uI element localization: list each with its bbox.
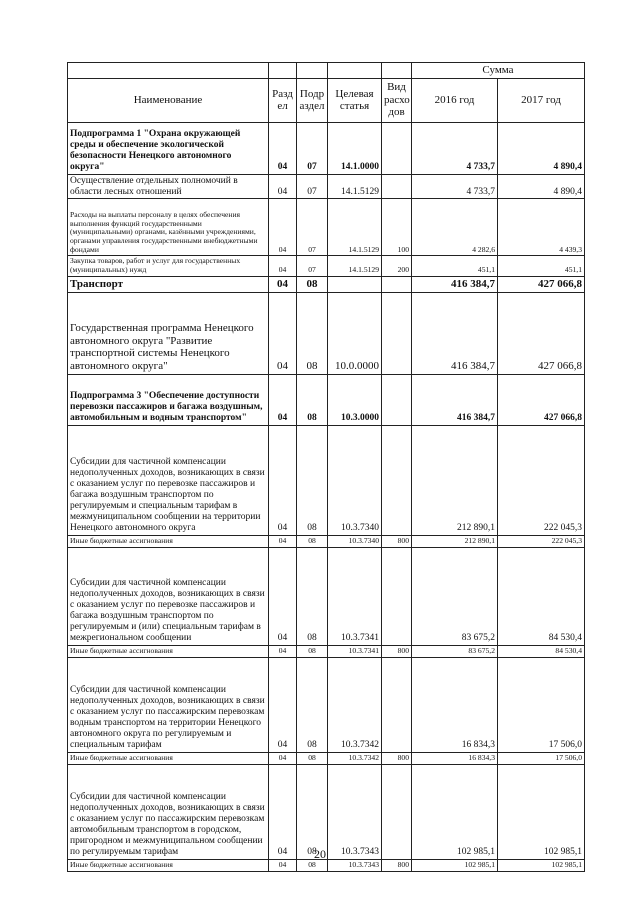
row-vid: 800 — [382, 645, 412, 657]
row-sum-2017: 427 066,8 — [498, 292, 585, 374]
table-row — [68, 535, 585, 547]
row-razdel: 04 — [269, 764, 297, 859]
row-sum-2016: 4 733,7 — [412, 122, 498, 174]
row-name: Закупка товаров, работ и услуг для государственных (муниципальных) нужд — [68, 256, 269, 276]
header-name: Наименование — [68, 78, 269, 122]
row-name: Субсидии для частичной компенсации недополученных доходов, возникающих в связи с оказанием услуг по перевозке пассажиров и багажа воздушным транспортом по регулируемым и (или) специальным тарифам в межрегиональном сообщении — [68, 547, 269, 645]
row-vid — [382, 174, 412, 199]
header-blank — [382, 63, 412, 79]
row-razdel: 04 — [269, 199, 297, 256]
row-razdel: 04 — [269, 174, 297, 199]
row-sum-2017: 17 506,0 — [498, 657, 585, 752]
row-podrazdel: 07 — [297, 256, 328, 276]
row-sum-2016: 16 834,3 — [412, 657, 498, 752]
row-podrazdel: 08 — [297, 752, 328, 764]
row-target: 10.3.7340 — [328, 425, 382, 535]
row-vid: 800 — [382, 859, 412, 871]
row-sum-2016: 4 733,7 — [412, 174, 498, 199]
row-target: 14.1.0000 — [328, 122, 382, 174]
row-name: Субсидии для частичной компенсации недополученных доходов, возникающих в связи с оказанием услуг по пассажирским перевозкам автомобильным транспортом в городском, пригородном и межмуниципальном сообщении по регулируемым тарифам — [68, 764, 269, 859]
row-sum-2016: 416 384,7 — [412, 292, 498, 374]
header-row — [68, 78, 585, 122]
row-podrazdel: 08 — [297, 425, 328, 535]
row-sum-2017: 427 066,8 — [498, 276, 585, 292]
header-blank — [297, 63, 328, 79]
row-podrazdel: 08 — [297, 374, 328, 425]
table-row — [68, 645, 585, 657]
row-podrazdel: 08 — [297, 657, 328, 752]
row-name: Транспорт — [68, 276, 269, 292]
row-name: Субсидии для частичной компенсации недополученных доходов, возникающих в связи с оказанием услуг по перевозке пассажиров и багажа воздушным транспортом по регулируемым и специальным тарифам в межмуниципальном сообщении на территории Ненецкого автономного округа — [68, 425, 269, 535]
row-target: 10.3.7342 — [328, 657, 382, 752]
page-number: 20 — [314, 847, 326, 861]
row-vid: 800 — [382, 535, 412, 547]
row-podrazdel: 08 — [297, 547, 328, 645]
row-sum-2017: 17 506,0 — [498, 752, 585, 764]
row-sum-2017: 451,1 — [498, 256, 585, 276]
row-razdel: 04 — [269, 752, 297, 764]
row-target: 10.3.7343 — [328, 859, 382, 871]
table-row — [68, 256, 585, 276]
row-podrazdel: 08 — [297, 859, 328, 871]
row-target: 10.3.7340 — [328, 535, 382, 547]
row-sum-2016: 416 384,7 — [412, 374, 498, 425]
row-sum-2016: 83 675,2 — [412, 547, 498, 645]
row-podrazdel: 08 — [297, 645, 328, 657]
header-target: Целевая статья — [328, 78, 382, 122]
table-row — [68, 657, 585, 752]
row-sum-2017: 102 985,1 — [498, 764, 585, 859]
row-target: 10.3.7341 — [328, 645, 382, 657]
row-razdel: 04 — [269, 256, 297, 276]
row-sum-2016: 16 834,3 — [412, 752, 498, 764]
row-vid — [382, 276, 412, 292]
row-vid — [382, 657, 412, 752]
row-name: Иные бюджетные ассигнования — [68, 645, 269, 657]
row-razdel: 04 — [269, 425, 297, 535]
row-sum-2016: 102 985,1 — [412, 859, 498, 871]
row-sum-2017: 4 890,4 — [498, 174, 585, 199]
table-row — [68, 292, 585, 374]
row-sum-2016: 416 384,7 — [412, 276, 498, 292]
row-target: 14.1.5129 — [328, 256, 382, 276]
row-sum-2016: 83 675,2 — [412, 645, 498, 657]
row-vid — [382, 764, 412, 859]
row-name: Осуществление отдельных полномочий в области лесных отношений — [68, 174, 269, 199]
row-podrazdel: 08 — [297, 276, 328, 292]
row-vid — [382, 425, 412, 535]
row-sum-2017: 84 530,4 — [498, 645, 585, 657]
row-sum-2017: 84 530,4 — [498, 547, 585, 645]
row-name: Иные бюджетные ассигнования — [68, 859, 269, 871]
row-target: 10.3.7342 — [328, 752, 382, 764]
row-podrazdel: 08 — [297, 764, 328, 859]
row-razdel: 04 — [269, 122, 297, 174]
header-row-sum — [68, 63, 585, 79]
row-name: Подпрограмма 1 "Охрана окружающей среды и обеспечение экологической безопасности Ненецкого автономного округа" — [68, 122, 269, 174]
row-target: 10.0.0000 — [328, 292, 382, 374]
table-row — [68, 547, 585, 645]
row-razdel: 04 — [269, 374, 297, 425]
row-sum-2016: 212 890,1 — [412, 425, 498, 535]
table-row — [68, 764, 585, 859]
header-razdel: Разд ел — [269, 78, 297, 122]
table-row — [68, 752, 585, 764]
row-razdel: 04 — [269, 292, 297, 374]
header-blank — [328, 63, 382, 79]
row-target: 10.3.7343 — [328, 764, 382, 859]
row-name: Иные бюджетные ассигнования — [68, 752, 269, 764]
row-sum-2017: 222 045,3 — [498, 535, 585, 547]
table-row — [68, 174, 585, 199]
row-target: 14.1.5129 — [328, 174, 382, 199]
budget-table — [67, 62, 585, 872]
header-podrazdel: Подр аздел — [297, 78, 328, 122]
row-razdel: 04 — [269, 859, 297, 871]
row-sum-2016: 102 985,1 — [412, 764, 498, 859]
row-name: Субсидии для частичной компенсации недополученных доходов, возникающих в связи с оказанием услуг по пассажирским перевозкам водным транспортом на территории Ненецкого автономного округа по регулируемым и специальным тарифам — [68, 657, 269, 752]
row-vid — [382, 292, 412, 374]
row-name: Государственная программа Ненецкого автономного округа "Развитие транспортной системы Ненецкого автономного округа" — [68, 292, 269, 374]
header-vid: Вид расхо дов — [382, 78, 412, 122]
header-2016: 2016 год — [412, 78, 498, 122]
row-sum-2017: 427 066,8 — [498, 374, 585, 425]
row-sum-2016: 212 890,1 — [412, 535, 498, 547]
header-2017: 2017 год — [498, 78, 585, 122]
row-sum-2017: 4 439,3 — [498, 199, 585, 256]
row-razdel: 04 — [269, 535, 297, 547]
row-razdel: 04 — [269, 276, 297, 292]
row-podrazdel: 07 — [297, 199, 328, 256]
row-sum-2017: 4 890,4 — [498, 122, 585, 174]
table-row — [68, 374, 585, 425]
row-target: 10.3.0000 — [328, 374, 382, 425]
header-blank — [68, 63, 269, 79]
row-name: Иные бюджетные ассигнования — [68, 535, 269, 547]
row-vid — [382, 547, 412, 645]
row-podrazdel: 07 — [297, 122, 328, 174]
row-vid — [382, 374, 412, 425]
table-row — [68, 425, 585, 535]
row-name: Подпрограмма 3 "Обеспечение доступности перевозки пассажиров и багажа воздушным, автомобильным и водным транспортом" — [68, 374, 269, 425]
row-vid — [382, 122, 412, 174]
row-name: Расходы на выплаты персоналу в целях обеспечения выполнения функций государственными (муниципальными) органами, казёнными учреждениями, органами управления государственными внебюджетными фондами — [68, 199, 269, 256]
row-razdel: 04 — [269, 645, 297, 657]
row-podrazdel: 08 — [297, 535, 328, 547]
row-vid: 800 — [382, 752, 412, 764]
row-podrazdel: 07 — [297, 174, 328, 199]
row-razdel: 04 — [269, 657, 297, 752]
row-target — [328, 276, 382, 292]
table-row — [68, 276, 585, 292]
header-blank — [269, 63, 297, 79]
row-sum-2016: 451,1 — [412, 256, 498, 276]
row-sum-2017: 102 985,1 — [498, 859, 585, 871]
header-sum: Сумма — [412, 63, 585, 79]
table-row — [68, 199, 585, 256]
table-row — [68, 122, 585, 174]
row-target: 14.1.5129 — [328, 199, 382, 256]
row-sum-2017: 222 045,3 — [498, 425, 585, 535]
row-sum-2016: 4 282,6 — [412, 199, 498, 256]
row-razdel: 04 — [269, 547, 297, 645]
row-vid: 200 — [382, 256, 412, 276]
row-podrazdel: 08 — [297, 292, 328, 374]
row-target: 10.3.7341 — [328, 547, 382, 645]
row-vid: 100 — [382, 199, 412, 256]
